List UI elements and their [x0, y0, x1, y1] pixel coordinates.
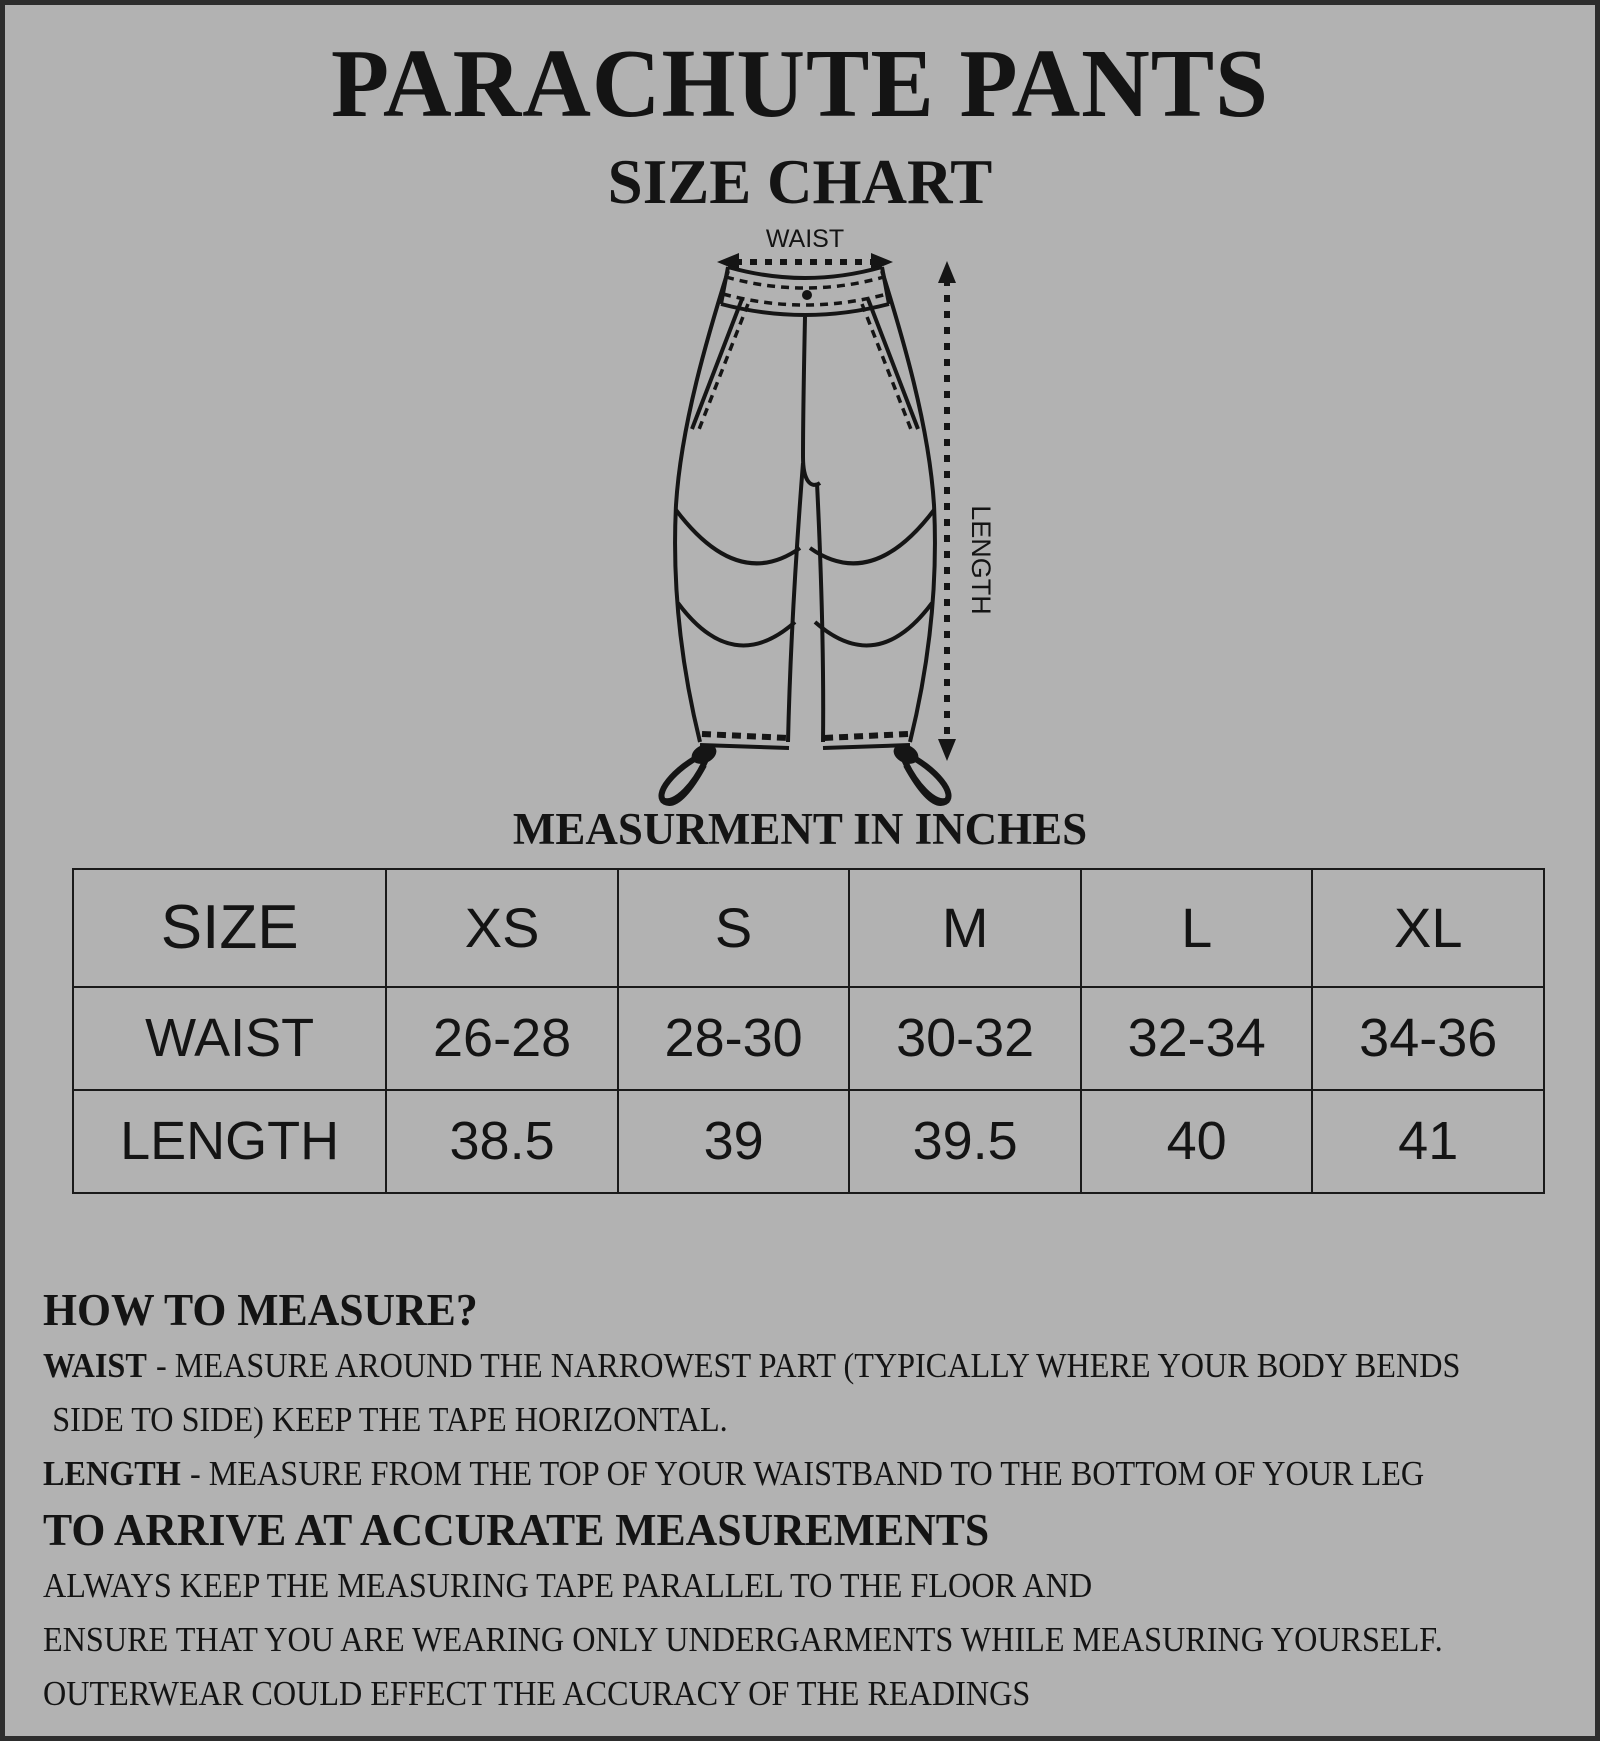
length-term: LENGTH	[43, 1454, 181, 1493]
table-cell: 38.5	[386, 1090, 618, 1193]
table-cell: 39	[618, 1090, 850, 1193]
table-row-waist	[73, 987, 1544, 1090]
page-subtitle: SIZE CHART	[607, 147, 993, 217]
table-row-length	[73, 1090, 1544, 1193]
table-header-size: SIZE	[73, 869, 386, 987]
accurate-line-2: ENSURE THAT YOU ARE WEARING ONLY UNDERGARMENTS WHILE MEASURING YOURSELF.	[43, 1620, 1443, 1659]
how-to-measure-heading: HOW TO MEASURE?	[43, 1284, 478, 1335]
table-cell: 28-30	[618, 987, 850, 1090]
row-label-length: LENGTH	[73, 1090, 386, 1193]
measuring-instructions	[43, 1281, 1583, 1721]
row-label-waist: WAIST	[73, 987, 386, 1090]
table-cell: 34-36	[1312, 987, 1544, 1090]
accurate-measurements-heading: TO ARRIVE AT ACCURATE MEASUREMENTS	[43, 1504, 990, 1555]
table-heading: MEASURMENT IN INCHES	[512, 804, 1088, 854]
table-cell: 41	[1312, 1090, 1544, 1193]
length-instruction-line	[43, 1447, 1460, 1501]
table-header-xl: XL	[1312, 869, 1544, 987]
accurate-line-1: ALWAYS KEEP THE MEASURING TAPE PARALLEL TO THE FLOOR AND	[43, 1566, 1093, 1605]
pants-diagram	[605, 200, 1025, 815]
table-cell: 30-32	[849, 987, 1081, 1090]
waistband-button	[802, 290, 812, 300]
waist-instruction-text: - MEASURE AROUND THE NARROWEST PART (TYPICALLY WHERE YOUR BODY BENDS	[156, 1346, 1461, 1385]
table-cell: 32-34	[1081, 987, 1313, 1090]
size-table	[72, 868, 1545, 1194]
table-header-s: S	[618, 869, 850, 987]
table-header-m: M	[849, 869, 1081, 987]
waist-term: WAIST	[43, 1346, 147, 1385]
table-cell: 26-28	[386, 987, 618, 1090]
table-cell: 39.5	[849, 1090, 1081, 1193]
pants-outline	[661, 267, 948, 803]
waist-instruction-line1	[43, 1339, 1460, 1393]
table-cell: 40	[1081, 1090, 1313, 1193]
accurate-line-3: OUTERWEAR COULD EFFECT THE ACCURACY OF THE READINGS	[43, 1674, 1031, 1713]
table-header-xs: XS	[386, 869, 618, 987]
page-title: PARACHUTE PANTS	[330, 30, 1270, 137]
waist-measure-label: WAIST	[765, 225, 845, 253]
length-arrow	[938, 261, 956, 761]
length-instruction-text: - MEASURE FROM THE TOP OF YOUR WAISTBAND TO THE BOTTOM OF YOUR LEG	[189, 1454, 1425, 1493]
length-measure-label: LENGTH	[966, 505, 996, 615]
table-header-row	[73, 869, 1544, 987]
waist-instruction-line2: SIDE TO SIDE) KEEP THE TAPE HORIZONTAL.	[52, 1400, 728, 1439]
waist-arrow	[717, 253, 893, 271]
table-header-l: L	[1081, 869, 1313, 987]
